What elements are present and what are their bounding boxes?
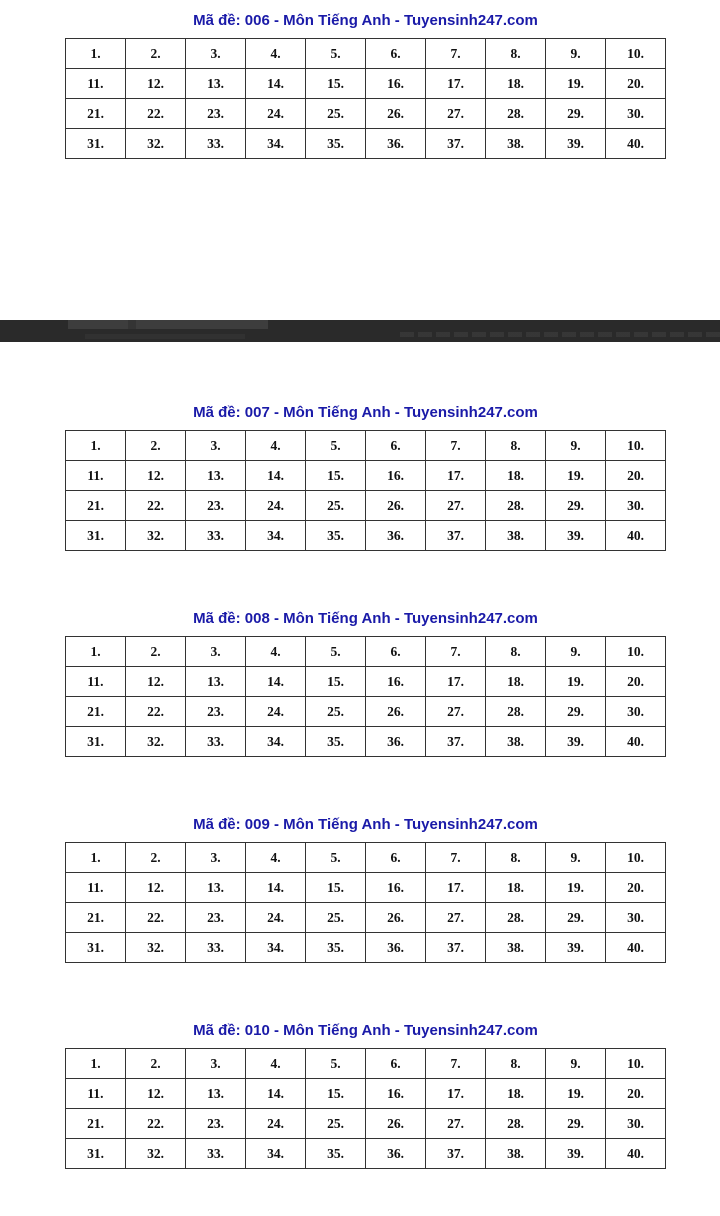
answer-cell: 28. — [486, 697, 546, 727]
table-row — [66, 903, 666, 933]
section-title: Mã đề: 007 - Môn Tiếng Anh - Tuyensinh247.com — [193, 404, 538, 421]
answer-cell: 11. — [66, 667, 126, 697]
answer-cell: 31. — [66, 727, 126, 757]
answer-cell: 35. — [306, 129, 366, 159]
answer-cell: 3. — [186, 1049, 246, 1079]
table-row — [66, 637, 666, 667]
answer-cell: 32. — [126, 727, 186, 757]
answer-cell: 10. — [606, 637, 666, 667]
answer-section-007 — [65, 403, 666, 551]
answer-cell: 4. — [246, 431, 306, 461]
answer-cell: 18. — [486, 461, 546, 491]
answer-cell: 29. — [546, 99, 606, 129]
answer-cell: 2. — [126, 843, 186, 873]
section-title: Mã đề: 009 - Môn Tiếng Anh - Tuyensinh247.com — [193, 816, 538, 833]
answer-section-006 — [65, 11, 666, 159]
answer-cell: 33. — [186, 727, 246, 757]
answer-cell: 24. — [246, 697, 306, 727]
answer-cell: 6. — [366, 843, 426, 873]
answer-cell: 38. — [486, 1139, 546, 1169]
answer-cell: 18. — [486, 873, 546, 903]
answer-cell: 5. — [306, 431, 366, 461]
answer-cell: 37. — [426, 727, 486, 757]
answer-cell: 7. — [426, 1049, 486, 1079]
answer-cell: 31. — [66, 521, 126, 551]
answer-cell: 7. — [426, 843, 486, 873]
answer-cell: 13. — [186, 667, 246, 697]
answer-cell: 40. — [606, 521, 666, 551]
answer-cell: 10. — [606, 39, 666, 69]
answer-cell: 38. — [486, 933, 546, 963]
answer-cell: 6. — [366, 431, 426, 461]
answer-cell: 28. — [486, 1109, 546, 1139]
answer-cell: 25. — [306, 491, 366, 521]
bleed-through-text — [85, 334, 245, 339]
answer-cell: 3. — [186, 39, 246, 69]
answer-cell: 21. — [66, 99, 126, 129]
answer-cell: 40. — [606, 727, 666, 757]
answer-cell: 17. — [426, 667, 486, 697]
answer-cell: 36. — [366, 933, 426, 963]
answer-cell: 5. — [306, 39, 366, 69]
answer-cell: 28. — [486, 99, 546, 129]
answer-cell: 12. — [126, 461, 186, 491]
answer-cell: 19. — [546, 1079, 606, 1109]
table-row — [66, 39, 666, 69]
answer-cell: 31. — [66, 1139, 126, 1169]
answer-cell: 37. — [426, 933, 486, 963]
table-row — [66, 667, 666, 697]
answer-cell: 29. — [546, 1109, 606, 1139]
table-row — [66, 129, 666, 159]
answer-cell: 24. — [246, 903, 306, 933]
answer-cell: 35. — [306, 521, 366, 551]
answer-cell: 9. — [546, 1049, 606, 1079]
answer-cell: 5. — [306, 637, 366, 667]
answer-cell: 27. — [426, 99, 486, 129]
answer-cell: 17. — [426, 1079, 486, 1109]
answer-cell: 30. — [606, 491, 666, 521]
table-row — [66, 697, 666, 727]
answer-cell: 7. — [426, 39, 486, 69]
answer-cell: 13. — [186, 1079, 246, 1109]
answer-cell: 16. — [366, 461, 426, 491]
answer-cell: 33. — [186, 1139, 246, 1169]
answer-cell: 8. — [486, 1049, 546, 1079]
answer-cell: 13. — [186, 873, 246, 903]
answer-cell: 26. — [366, 99, 426, 129]
table-row — [66, 933, 666, 963]
answer-cell: 32. — [126, 521, 186, 551]
answer-cell: 6. — [366, 1049, 426, 1079]
answer-cell: 8. — [486, 637, 546, 667]
answer-cell: 20. — [606, 461, 666, 491]
answer-cell: 10. — [606, 843, 666, 873]
answer-grid — [65, 38, 666, 159]
answer-cell: 20. — [606, 1079, 666, 1109]
answer-cell: 27. — [426, 903, 486, 933]
answer-cell: 23. — [186, 491, 246, 521]
answer-cell: 8. — [486, 431, 546, 461]
answer-cell: 27. — [426, 491, 486, 521]
answer-cell: 24. — [246, 1109, 306, 1139]
answer-grid — [65, 1048, 666, 1169]
answer-cell: 12. — [126, 69, 186, 99]
answer-cell: 18. — [486, 1079, 546, 1109]
answer-cell: 30. — [606, 99, 666, 129]
answer-cell: 14. — [246, 667, 306, 697]
answer-cell: 39. — [546, 727, 606, 757]
answer-cell: 33. — [186, 933, 246, 963]
answer-cell: 16. — [366, 1079, 426, 1109]
answer-section-009 — [65, 815, 666, 963]
answer-cell: 34. — [246, 129, 306, 159]
answer-cell: 32. — [126, 129, 186, 159]
answer-cell: 20. — [606, 667, 666, 697]
answer-cell: 33. — [186, 129, 246, 159]
answer-cell: 12. — [126, 1079, 186, 1109]
answer-cell: 33. — [186, 521, 246, 551]
answer-cell: 18. — [486, 667, 546, 697]
answer-cell: 15. — [306, 667, 366, 697]
answer-cell: 39. — [546, 521, 606, 551]
answer-cell: 1. — [66, 431, 126, 461]
answer-cell: 17. — [426, 69, 486, 99]
answer-cell: 30. — [606, 697, 666, 727]
answer-cell: 3. — [186, 637, 246, 667]
answer-cell: 11. — [66, 461, 126, 491]
answer-cell: 32. — [126, 1139, 186, 1169]
answer-cell: 23. — [186, 99, 246, 129]
answer-cell: 12. — [126, 873, 186, 903]
answer-cell: 1. — [66, 843, 126, 873]
answer-cell: 18. — [486, 69, 546, 99]
answer-cell: 9. — [546, 431, 606, 461]
table-row — [66, 461, 666, 491]
answer-cell: 14. — [246, 1079, 306, 1109]
answer-cell: 21. — [66, 491, 126, 521]
answer-cell: 30. — [606, 903, 666, 933]
table-row — [66, 727, 666, 757]
answer-grid — [65, 430, 666, 551]
answer-cell: 38. — [486, 129, 546, 159]
answer-cell: 15. — [306, 1079, 366, 1109]
page-break-strip — [0, 320, 720, 342]
answer-cell: 20. — [606, 873, 666, 903]
answer-cell: 9. — [546, 39, 606, 69]
answer-cell: 40. — [606, 129, 666, 159]
answer-cell: 16. — [366, 873, 426, 903]
answer-cell: 25. — [306, 99, 366, 129]
answer-cell: 38. — [486, 521, 546, 551]
answer-cell: 10. — [606, 1049, 666, 1079]
answer-cell: 34. — [246, 933, 306, 963]
answer-cell: 15. — [306, 69, 366, 99]
answer-cell: 35. — [306, 933, 366, 963]
answer-cell: 22. — [126, 903, 186, 933]
answer-cell: 10. — [606, 431, 666, 461]
table-row — [66, 69, 666, 99]
answer-cell: 26. — [366, 491, 426, 521]
answer-cell: 1. — [66, 39, 126, 69]
answer-cell: 4. — [246, 39, 306, 69]
answer-cell: 16. — [366, 69, 426, 99]
answer-cell: 25. — [306, 697, 366, 727]
table-row — [66, 491, 666, 521]
answer-cell: 26. — [366, 1109, 426, 1139]
answer-cell: 2. — [126, 1049, 186, 1079]
answer-cell: 36. — [366, 1139, 426, 1169]
bleed-through-text — [68, 320, 268, 329]
answer-cell: 22. — [126, 697, 186, 727]
answer-cell: 24. — [246, 491, 306, 521]
table-row — [66, 99, 666, 129]
answer-cell: 29. — [546, 491, 606, 521]
answer-cell: 25. — [306, 903, 366, 933]
answer-cell: 21. — [66, 1109, 126, 1139]
answer-cell: 19. — [546, 69, 606, 99]
answer-cell: 7. — [426, 637, 486, 667]
answer-cell: 5. — [306, 1049, 366, 1079]
section-title: Mã đề: 006 - Môn Tiếng Anh - Tuyensinh247.com — [193, 12, 538, 29]
answer-cell: 37. — [426, 521, 486, 551]
answer-cell: 39. — [546, 1139, 606, 1169]
answer-cell: 38. — [486, 727, 546, 757]
answer-cell: 13. — [186, 69, 246, 99]
answer-cell: 27. — [426, 1109, 486, 1139]
answer-cell: 25. — [306, 1109, 366, 1139]
answer-cell: 36. — [366, 727, 426, 757]
answer-cell: 31. — [66, 129, 126, 159]
answer-cell: 19. — [546, 667, 606, 697]
table-row — [66, 843, 666, 873]
answer-cell: 22. — [126, 1109, 186, 1139]
answer-cell: 30. — [606, 1109, 666, 1139]
table-row — [66, 1049, 666, 1079]
answer-cell: 21. — [66, 697, 126, 727]
answer-cell: 19. — [546, 873, 606, 903]
answer-cell: 20. — [606, 69, 666, 99]
answer-cell: 36. — [366, 521, 426, 551]
answer-cell: 15. — [306, 461, 366, 491]
answer-cell: 31. — [66, 933, 126, 963]
answer-cell: 26. — [366, 697, 426, 727]
answer-cell: 29. — [546, 697, 606, 727]
answer-cell: 17. — [426, 461, 486, 491]
answer-cell: 4. — [246, 843, 306, 873]
answer-cell: 22. — [126, 491, 186, 521]
answer-cell: 3. — [186, 843, 246, 873]
answer-cell: 6. — [366, 637, 426, 667]
answer-cell: 11. — [66, 1079, 126, 1109]
answer-cell: 4. — [246, 1049, 306, 1079]
table-row — [66, 1109, 666, 1139]
answer-cell: 2. — [126, 431, 186, 461]
answer-cell: 27. — [426, 697, 486, 727]
answer-section-010 — [65, 1021, 666, 1169]
answer-cell: 11. — [66, 69, 126, 99]
answer-cell: 24. — [246, 99, 306, 129]
answer-cell: 26. — [366, 903, 426, 933]
answer-cell: 9. — [546, 637, 606, 667]
answer-cell: 1. — [66, 637, 126, 667]
answer-cell: 6. — [366, 39, 426, 69]
answer-cell: 15. — [306, 873, 366, 903]
answer-cell: 37. — [426, 1139, 486, 1169]
answer-cell: 36. — [366, 129, 426, 159]
answer-cell: 1. — [66, 1049, 126, 1079]
table-row — [66, 1079, 666, 1109]
answer-cell: 23. — [186, 903, 246, 933]
answer-grid — [65, 636, 666, 757]
table-row — [66, 521, 666, 551]
bleed-through-text — [400, 332, 720, 337]
answer-cell: 14. — [246, 873, 306, 903]
table-row — [66, 873, 666, 903]
section-title: Mã đề: 010 - Môn Tiếng Anh - Tuyensinh247.com — [193, 1022, 538, 1039]
answer-cell: 21. — [66, 903, 126, 933]
answer-cell: 2. — [126, 637, 186, 667]
answer-cell: 32. — [126, 933, 186, 963]
answer-cell: 28. — [486, 491, 546, 521]
answer-grid — [65, 842, 666, 963]
answer-cell: 28. — [486, 903, 546, 933]
answer-cell: 8. — [486, 843, 546, 873]
answer-cell: 40. — [606, 1139, 666, 1169]
answer-cell: 35. — [306, 1139, 366, 1169]
answer-cell: 14. — [246, 69, 306, 99]
answer-cell: 12. — [126, 667, 186, 697]
answer-cell: 4. — [246, 637, 306, 667]
answer-cell: 14. — [246, 461, 306, 491]
table-row — [66, 431, 666, 461]
answer-cell: 34. — [246, 521, 306, 551]
answer-cell: 3. — [186, 431, 246, 461]
answer-cell: 23. — [186, 697, 246, 727]
answer-cell: 17. — [426, 873, 486, 903]
answer-cell: 34. — [246, 1139, 306, 1169]
answer-cell: 8. — [486, 39, 546, 69]
answer-cell: 34. — [246, 727, 306, 757]
answer-cell: 39. — [546, 933, 606, 963]
answer-cell: 11. — [66, 873, 126, 903]
answer-cell: 5. — [306, 843, 366, 873]
answer-cell: 23. — [186, 1109, 246, 1139]
answer-cell: 35. — [306, 727, 366, 757]
table-row — [66, 1139, 666, 1169]
answer-cell: 7. — [426, 431, 486, 461]
answer-cell: 37. — [426, 129, 486, 159]
answer-cell: 13. — [186, 461, 246, 491]
answer-cell: 22. — [126, 99, 186, 129]
answer-cell: 2. — [126, 39, 186, 69]
answer-cell: 19. — [546, 461, 606, 491]
answer-cell: 39. — [546, 129, 606, 159]
answer-cell: 40. — [606, 933, 666, 963]
section-title: Mã đề: 008 - Môn Tiếng Anh - Tuyensinh247.com — [193, 610, 538, 627]
answer-cell: 9. — [546, 843, 606, 873]
answer-cell: 29. — [546, 903, 606, 933]
answer-cell: 16. — [366, 667, 426, 697]
answer-section-008 — [65, 609, 666, 757]
